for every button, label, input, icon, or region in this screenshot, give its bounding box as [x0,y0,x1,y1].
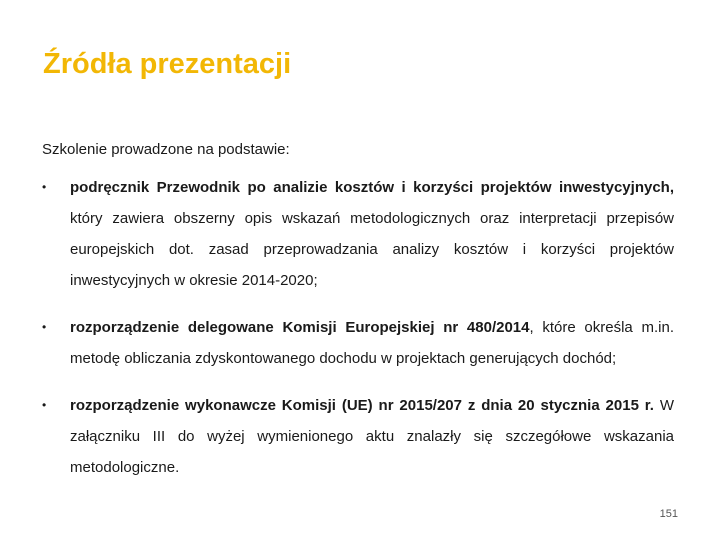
bullet-text: W załączniku III do wyżej wymienionego aktu znalazły się szczegółowe wskazania metodologiczne. [70,397,674,476]
bullet-item-implementing-regulation [42,390,674,483]
bullet-list [42,172,674,499]
bullet-bold-text: rozporządzenie delegowane Komisji Europejskiej nr 480/2014 [70,319,530,336]
bullet-symbol: • [42,180,47,194]
bullet-text: , które określa m.in. metodę obliczania zdyskontowanego dochodu w projektach generujących dochód; [70,319,674,367]
page-number: 151 [659,508,678,520]
bullet-text: który zawiera obszerny opis wskazań metodologicznych oraz interpretacji przepisów europejskich dot. zasad przeprowadzania analizy kosztów i korzyści projektów inwestycyjnych w okresie 2014-2020; [70,210,674,289]
bullet-symbol: • [42,320,47,334]
bullet-item-delegated-regulation [42,312,674,374]
slide-title: Źródła prezentacji [43,48,292,80]
bullet-symbol: • [42,398,47,412]
bullet-bold-text: rozporządzenie wykonawcze Komisji (UE) nr 2015/207 z dnia 20 stycznia 2015 r. [70,397,654,414]
bullet-item-handbook [42,172,674,296]
intro-text: Szkolenie prowadzone na podstawie: [42,141,290,158]
bullet-bold-text: podręcznik Przewodnik po analizie kosztów i korzyści projektów inwestycyjnych, [70,179,674,196]
